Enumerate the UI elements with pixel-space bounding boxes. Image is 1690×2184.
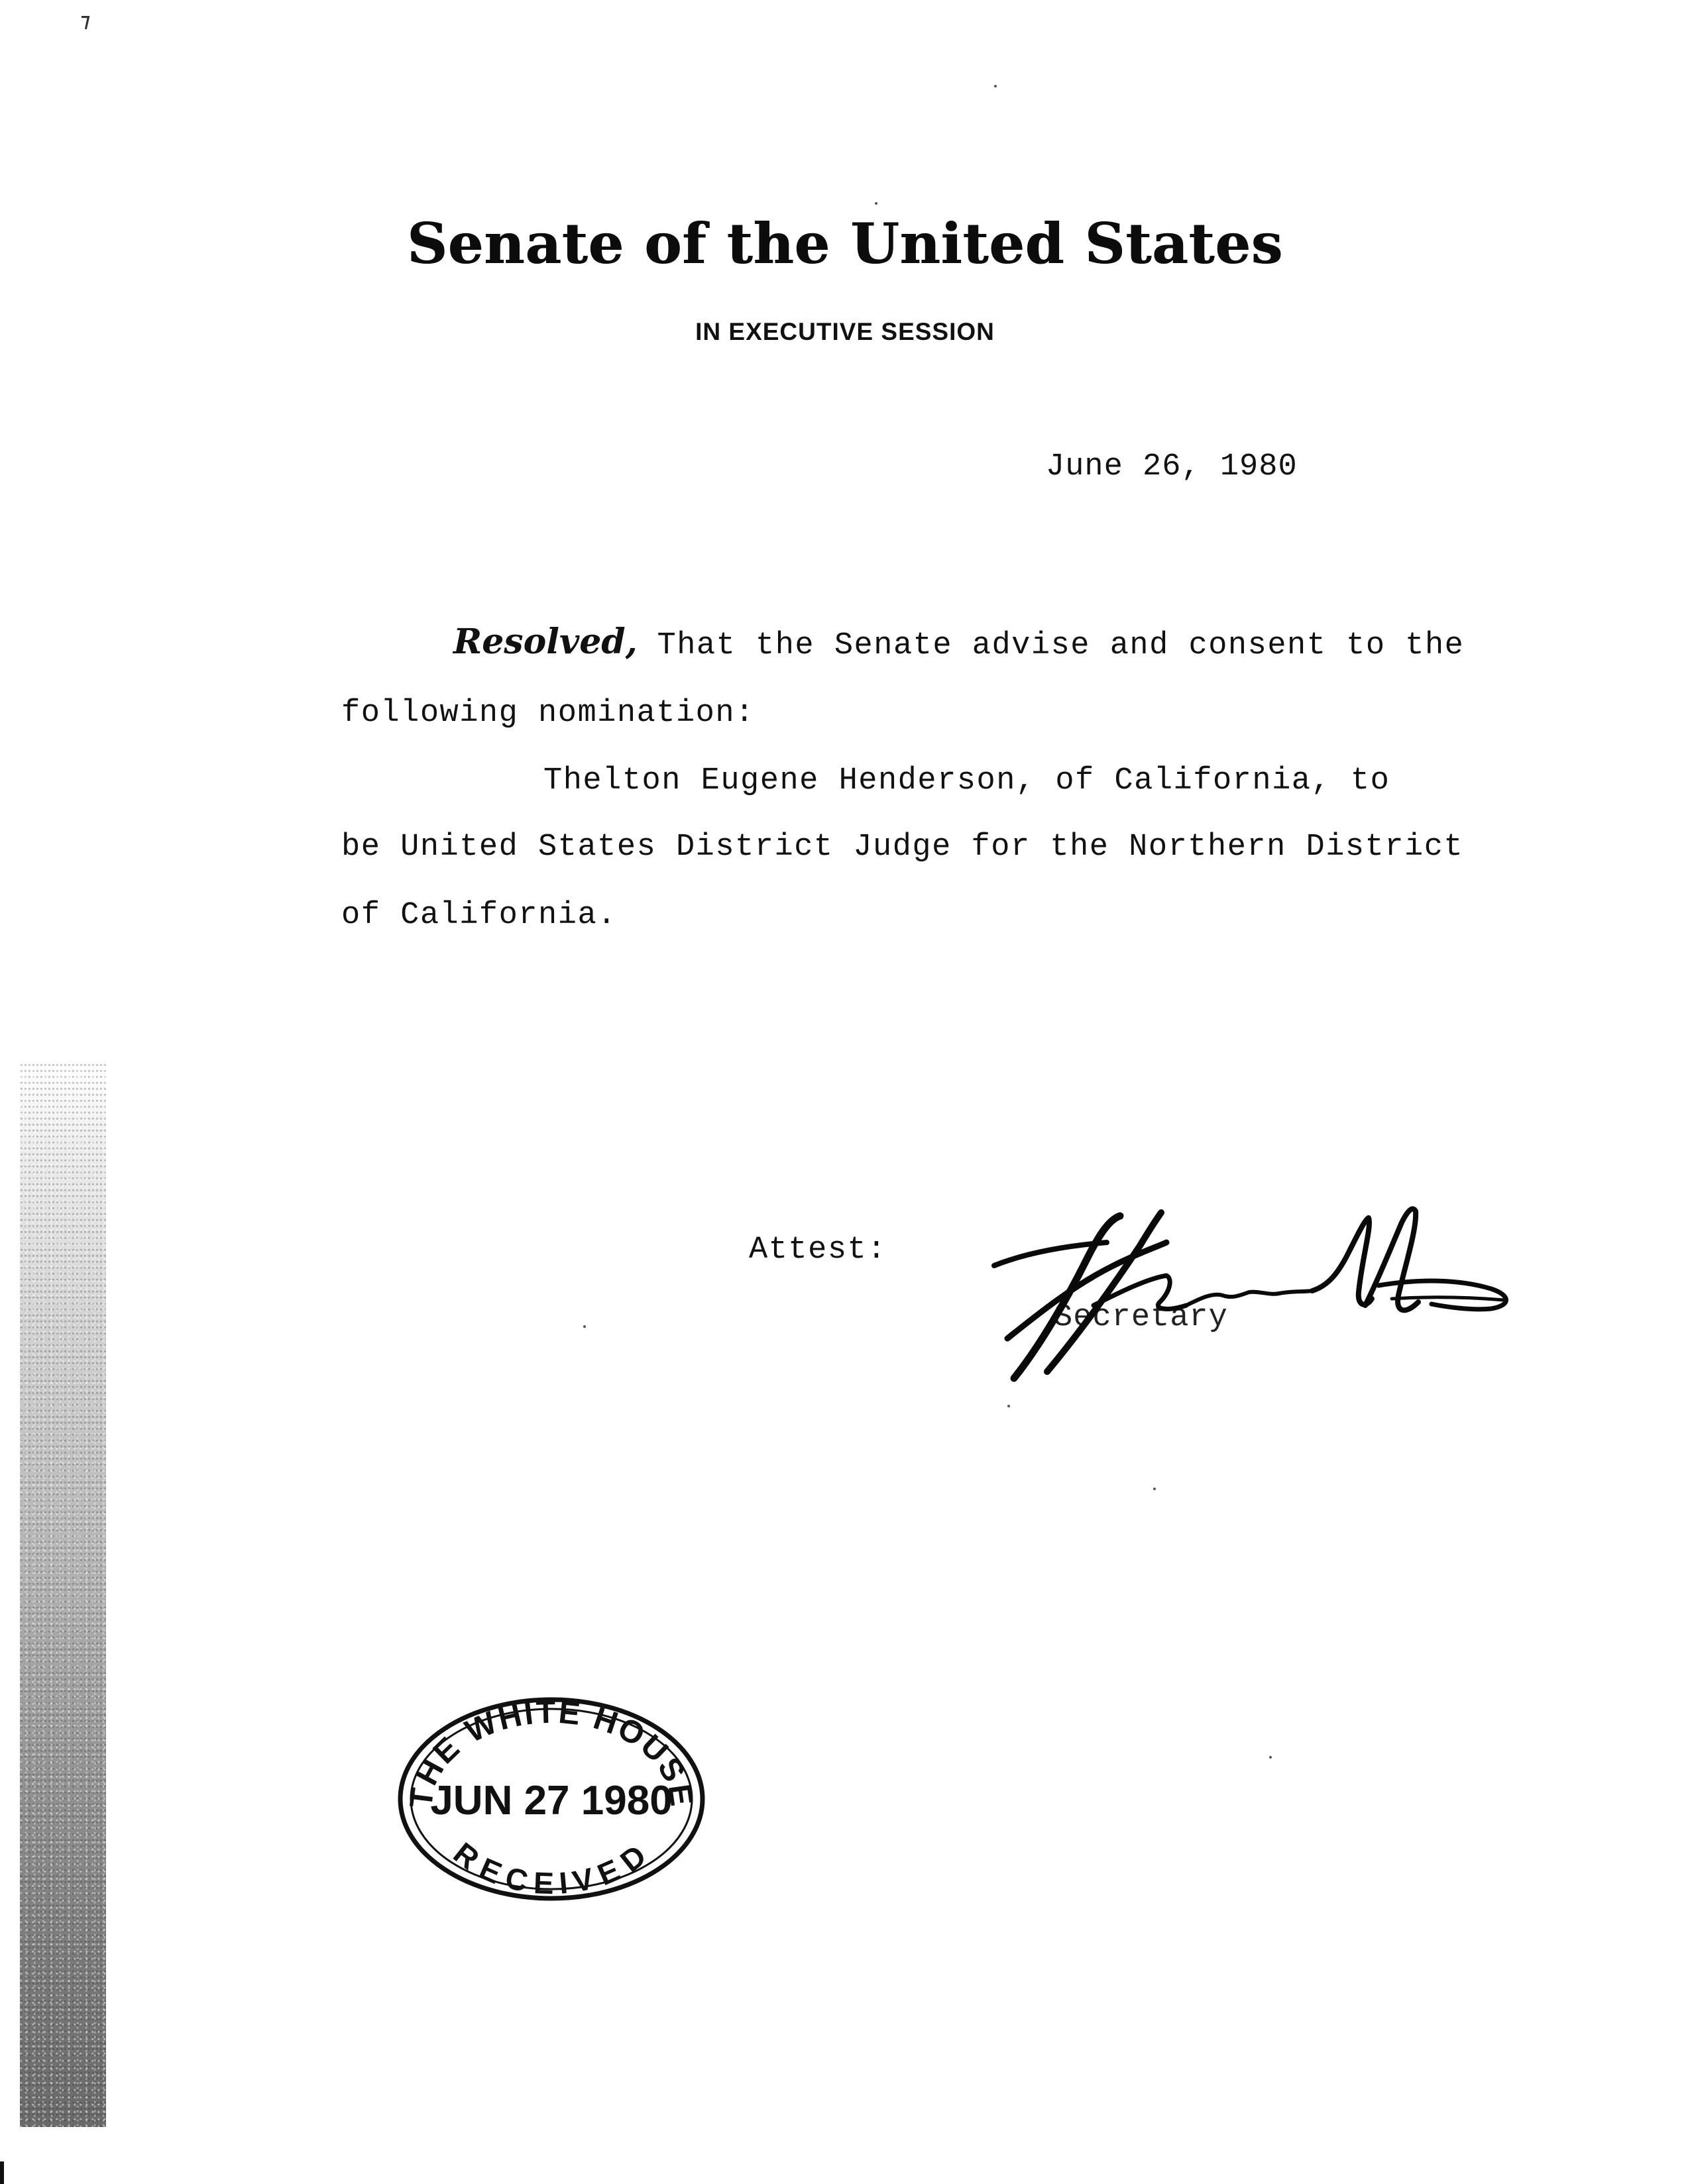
resolution-line-3: Thelton Eugene Henderson, of California, to bbox=[543, 763, 1390, 798]
resolved-word: Resolved, bbox=[453, 622, 638, 662]
svg-text:RECEIVED bbox=[447, 1835, 655, 1900]
white-house-received-stamp bbox=[392, 1690, 710, 1908]
resolution-line-2: following nomination: bbox=[341, 696, 755, 731]
stamp-date: JUN 27 1980 bbox=[430, 1778, 673, 1824]
scan-artifact-left-edge bbox=[20, 1060, 106, 2127]
resolution-line-1-text: That the Senate advise and consent to the bbox=[637, 628, 1465, 663]
resolution-line-5: of California. bbox=[341, 898, 617, 933]
resolution-line-1 bbox=[453, 622, 1464, 663]
scan-speck bbox=[1153, 1488, 1156, 1490]
scan-speck bbox=[994, 85, 997, 87]
attest-label: Attest: bbox=[749, 1232, 887, 1268]
scan-speck bbox=[1007, 1405, 1010, 1407]
resolution-line-4: be United States District Judge for the Northern District bbox=[341, 830, 1464, 865]
handwritten-signature bbox=[968, 1179, 1551, 1398]
secretary-title: Secretary bbox=[1054, 1300, 1228, 1335]
scan-speck bbox=[875, 202, 877, 205]
scan-speck bbox=[583, 1325, 586, 1328]
document-heading: Senate of the United States bbox=[407, 211, 1283, 276]
scan-speck bbox=[1269, 1756, 1272, 1759]
scan-corner-mark: ⁊ bbox=[81, 9, 90, 31]
scan-bottom-mark bbox=[0, 2161, 4, 2184]
document-date: June 26, 1980 bbox=[1046, 449, 1298, 484]
stamp-top-text: THE WHITE HOUSE bbox=[403, 1694, 700, 1810]
document-subheading: IN EXECUTIVE SESSION bbox=[695, 318, 995, 345]
stamp-bottom-text: RECEIVED bbox=[447, 1835, 656, 1901]
